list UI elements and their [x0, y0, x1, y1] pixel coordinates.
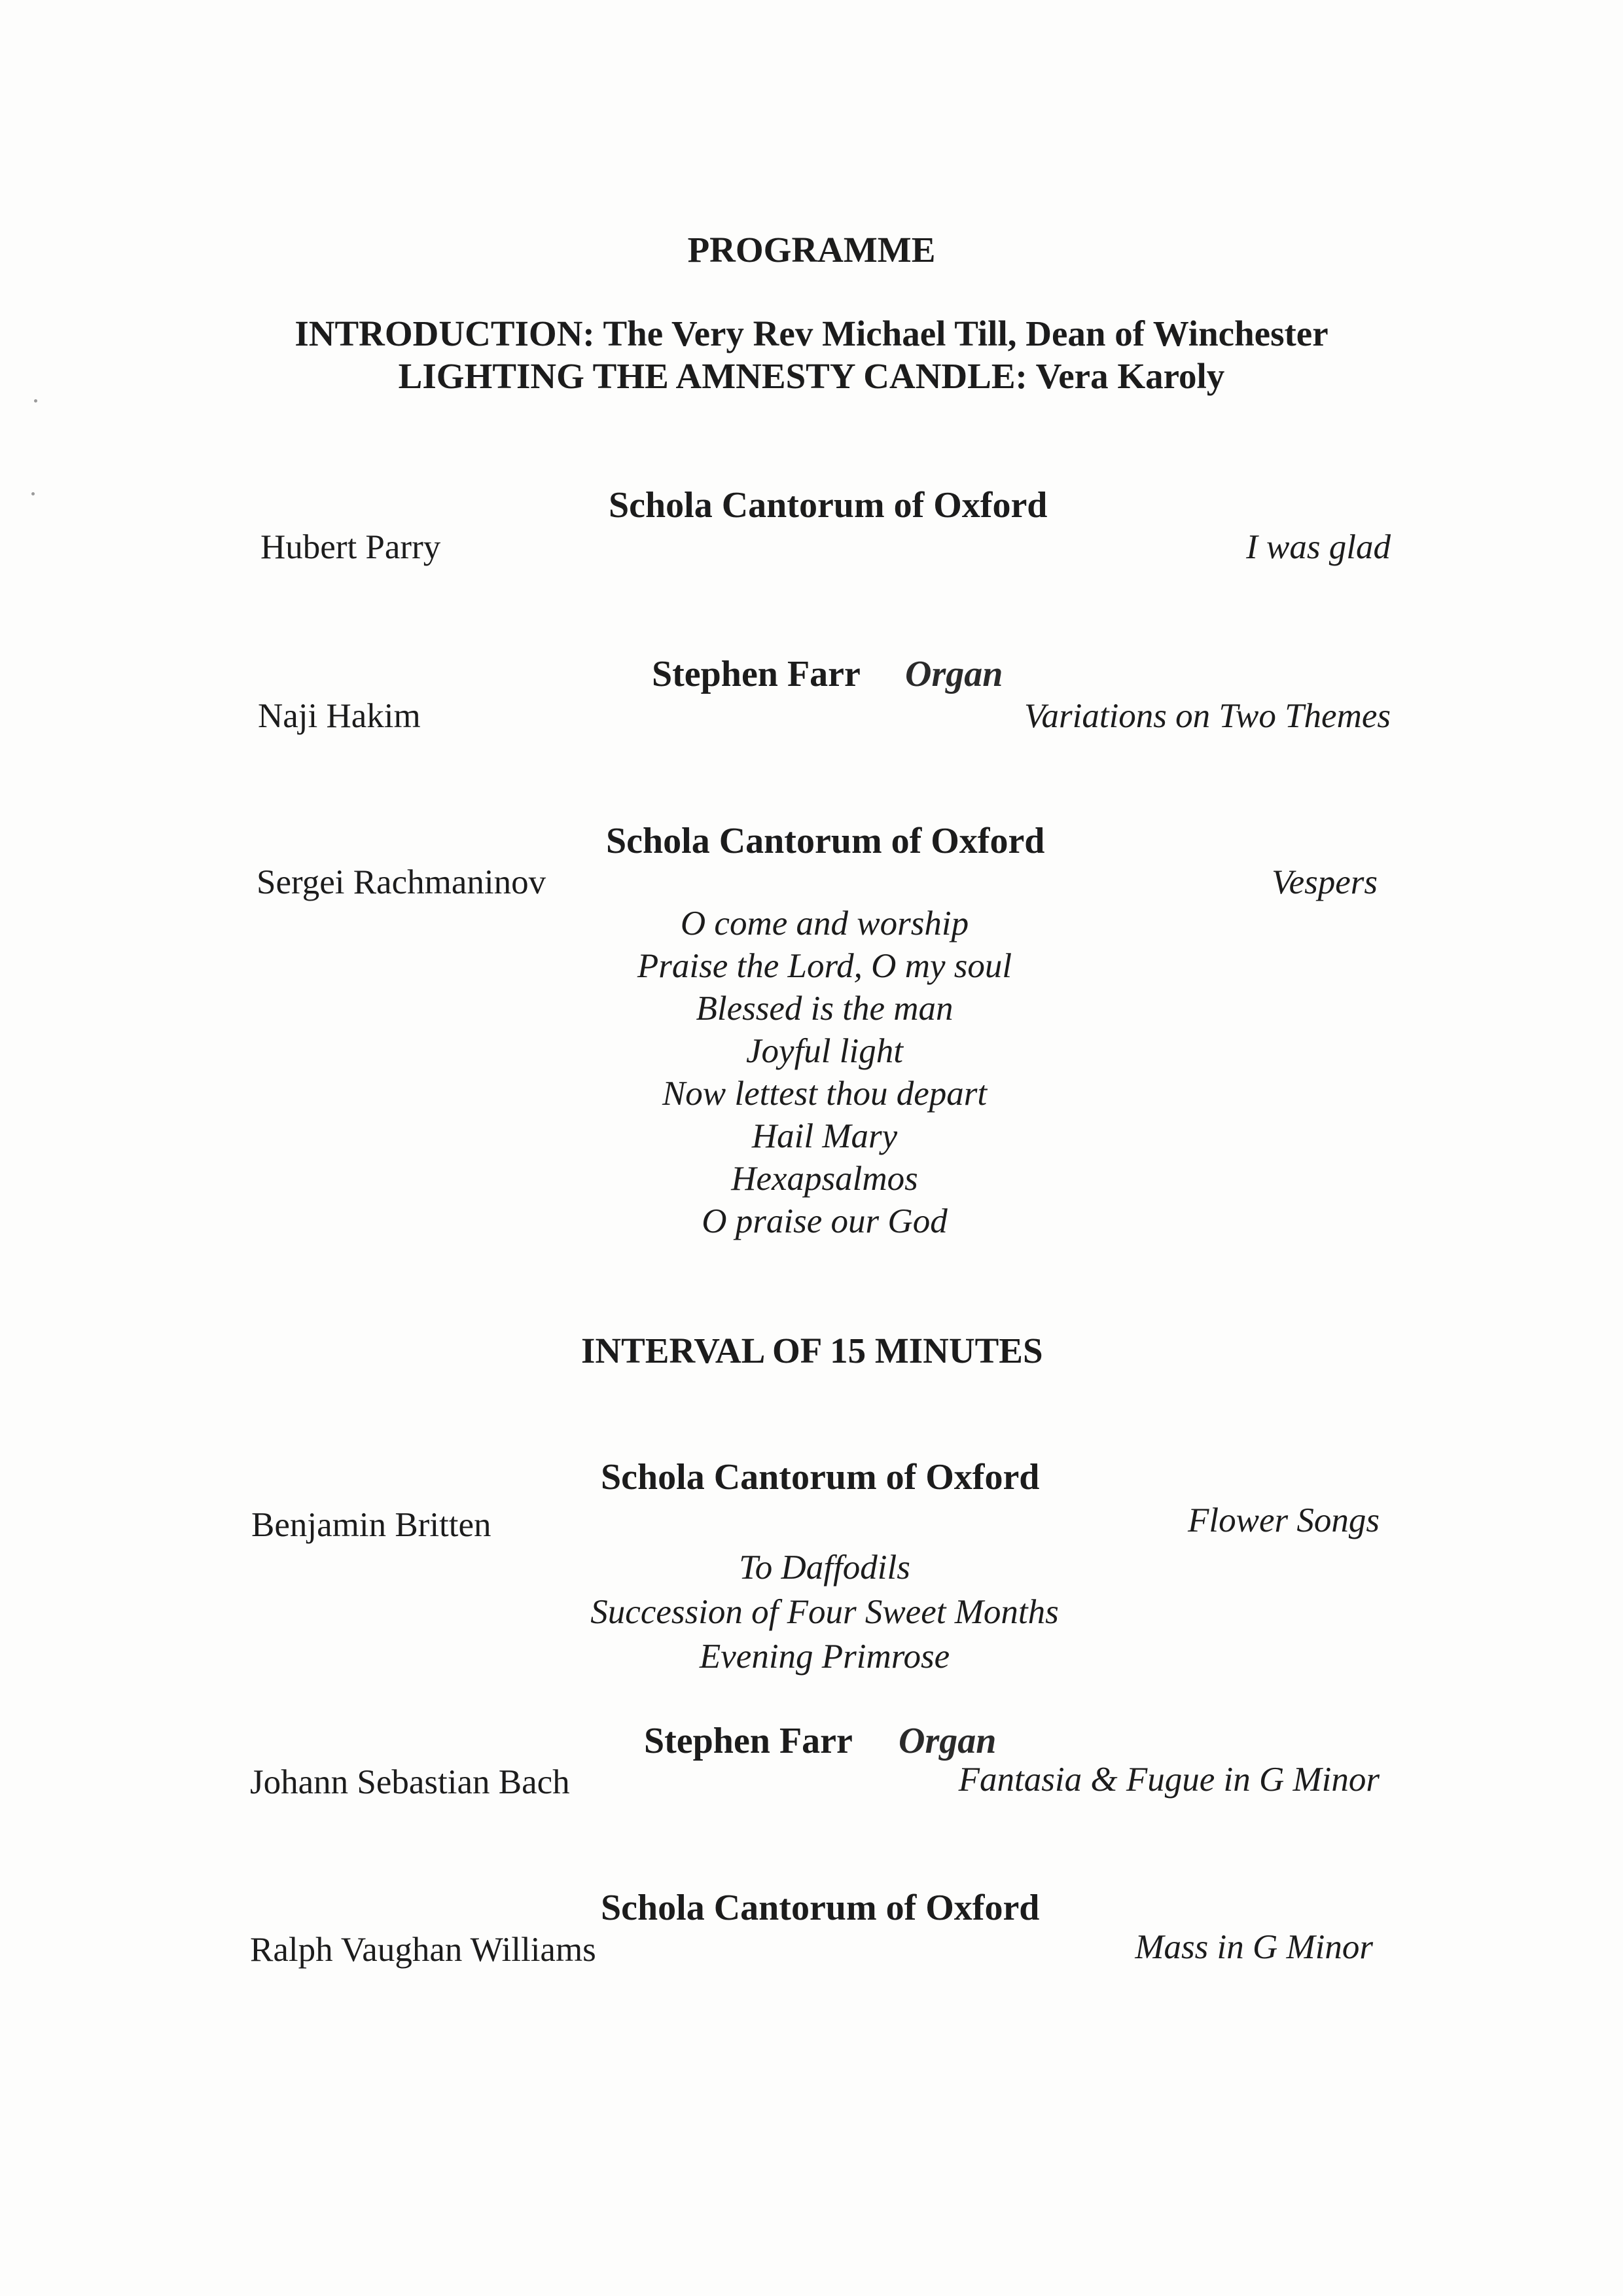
movement-title: To Daffodils: [739, 1549, 910, 1587]
paper-speck: [34, 399, 37, 403]
composer-name: Hubert Parry: [260, 528, 441, 566]
movement-title: O come and worship: [680, 905, 969, 942]
instrument-label: Organ: [905, 654, 1003, 694]
performer-heading: Schola Cantorum of Oxford: [609, 485, 1048, 526]
movement-title: Evening Primrose: [699, 1638, 950, 1676]
introduction-line: INTRODUCTION: The Very Rev Michael Till, Dean of Winchester: [294, 314, 1329, 353]
paper-speck: [31, 492, 35, 495]
performer-heading: Schola Cantorum of Oxford: [601, 1457, 1040, 1498]
instrument-label: Organ: [899, 1721, 997, 1761]
composer-name: Sergei Rachmaninov: [257, 863, 546, 901]
movement-title: Praise the Lord, O my soul: [637, 947, 1012, 985]
performer-heading: Stephen Farr: [652, 654, 861, 694]
work-title: Variations on Two Themes: [1024, 697, 1391, 735]
composer-name: Ralph Vaughan Williams: [250, 1931, 596, 1969]
movement-title: Blessed is the man: [696, 990, 954, 1028]
movement-list: [497, 903, 1152, 1243]
composer-name: Naji Hakim: [258, 697, 421, 735]
movement-title: Joyful light: [746, 1032, 903, 1070]
movement-title: O praise our God: [702, 1202, 948, 1240]
work-title: I was glad: [1246, 528, 1391, 566]
performer-heading: Stephen Farr: [644, 1721, 853, 1761]
movement-title: Hexapsalmos: [731, 1160, 918, 1198]
movement-list: [497, 1545, 1152, 1679]
candle-line: LIGHTING THE AMNESTY CANDLE: Vera Karoly: [398, 356, 1225, 396]
composer-name: Benjamin Britten: [251, 1506, 491, 1544]
page-title: PROGRAMME: [687, 230, 936, 270]
performer-heading: Schola Cantorum of Oxford: [606, 821, 1045, 861]
movement-title: Succession of Four Sweet Months: [590, 1593, 1059, 1631]
composer-name: Johann Sebastian Bach: [250, 1763, 570, 1801]
movement-title: Now lettest thou depart: [662, 1075, 988, 1113]
interval-heading: INTERVAL OF 15 MINUTES: [581, 1331, 1043, 1371]
work-title: Mass in G Minor: [1135, 1928, 1373, 1966]
work-title: Flower Songs: [1188, 1501, 1380, 1539]
work-title: Vespers: [1272, 863, 1378, 901]
movement-title: Hail Mary: [751, 1117, 898, 1155]
work-title: Fantasia & Fugue in G Minor: [958, 1761, 1380, 1799]
performer-heading: Schola Cantorum of Oxford: [601, 1888, 1040, 1928]
